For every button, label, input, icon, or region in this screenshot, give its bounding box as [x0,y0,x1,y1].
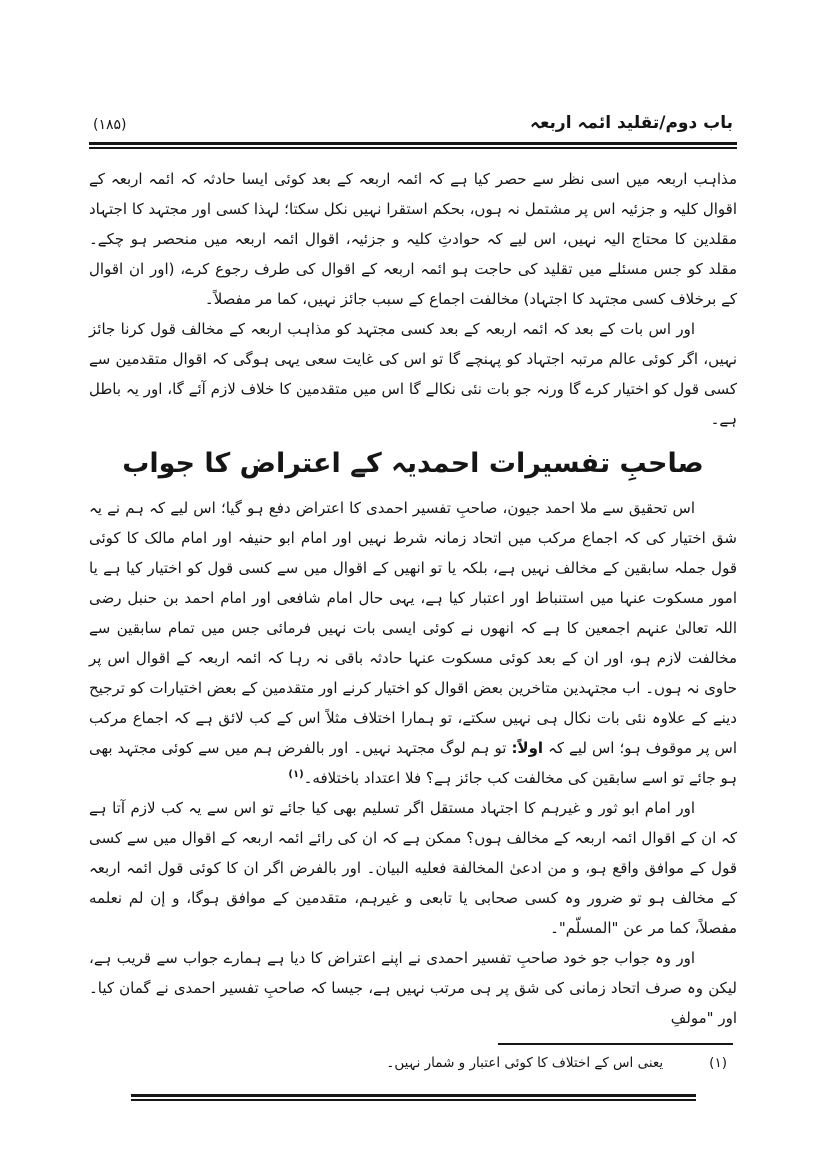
chapter-title: باب دوم/تقلید ائمہ اربعہ [529,113,733,133]
footnote-text: یعنی اس کے اختلاف کا کوئی اعتبار و شمار نہیں۔ [386,1054,664,1071]
footnote-marker: (۱) [709,1054,727,1071]
paragraph-4: اور امام ابو ثور و غیرہم کا اجتہاد مستقل اگر تسلیم بھی کیا جائے تو اس سے یہ کب لازم آتا ہے کہ ان کے اقوال ائمہ اربعہ کے مخالف ہوں؟ ممکن ہے کہ ان کی رائے ائمہ اربعہ کے اقوال میں سے کسی قول کے موافق واقع ہو، و من ادعىٰ المخالفة فعليه البيان۔ اور بالفرض اگر ان کا کوئی قول ائمہ اربعہ کے مخالف ہو تو ضرور وہ کسی صحابی یا تابعی و غیرہم، متقدمین کے موافق ہوگا، و إن لم نعلمه مفصلاً، كما مر عن "المسلّم"۔ [89,798,737,937]
paragraph-3-text-after: تو ہم لوگ مجتہد نہیں۔ اور بالفرض ہم میں سے کوئی مجتہد بھی ہو جائے تو اسے سابقین کی مخالفت کب جائز ہے؟ فلا اعتداد باختلافه۔ [89,738,737,787]
footer-rule [131,1094,696,1101]
section-heading: صاحبِ تفسیرات احمدیہ کے اعتراض کا جواب [122,448,704,479]
paragraph-2: اور اس بات کے بعد کہ ائمہ اربعہ کے بعد کسی مجتہد کو مذاہب اربعہ کے مخالف قول کرنا جائز نہیں، اگر کوئی عالم مرتبہ اجتہاد کو پہنچے گا تو اس کی غایت سعی یہی ہوگی کہ اقوال متقدمین سے کسی قول کو اختیار کرے گا ورنہ جو بات نئی نکالے گا اس میں متقدمین کا خلاف لازم آئے گا، اور یہ باطل ہے۔ [89,320,737,428]
body-text [89,149,737,1033]
book-page [89,0,737,1101]
footnote [89,1043,737,1089]
paragraph-3-text: اس تحقیق سے ملا احمد جیون، صاحبِ تفسیر احمدی کا اعتراض دفع ہو گیا؛ اس لیے کہ ہم نے یہ شق اختیار کی کہ اجماع مرکب میں اتحاد زمانہ شرط نہیں اور امام ابو حنیفہ اور امام مالک کا کوئی قول جملہ سابقین کے مخالف نہیں ہے، بلکہ یا تو انھیں کے اقوال میں سے کسی قول کو اختیار کیا ہے یا امور مسکوت عنہا میں استنباط اور اعتبار کیا ہے، یہی حال امام شافعی اور امام احمد بن حنبل رضی اللہ تعالیٰ عنہم اجمعین کا ہے کہ انھوں نے کوئی ایسی بات نہیں فرمائی جس میں تمام سابقین سے مخالفت لازم ہو، اور ان کے بعد کوئی مسکوت عنہا حادثہ باقی نہ رہا کہ ائمہ اربعہ کے اقوال اس پر حاوی نہ ہوں۔ اب مجتہدین متاخرین بعض اقوال کو اختیار کرنے اور متقدمین کے بعض اختیارات کو ترجیح دینے کے علاوہ نئی بات نکال ہی نہیں سکتے، تو ہمارا اختلاف مثلاً اس کے کب لائق ہے کہ اجماع مرکب اس پر موقوف ہو؛ اس لیے کہ [89,498,737,757]
header-rule [89,142,737,149]
page-number: (۱۸۵) [93,117,127,133]
paragraph-3 [89,493,737,793]
paragraph-3-bold-word: اولاً: [511,738,544,757]
paragraph-1: مذاہب اربعہ میں اسی نظر سے حصر کیا ہے کہ ائمہ اربعہ کے بعد کوئی ایسا حادثہ کہ ائمہ اربعہ کے اقوال کلیہ و جزئیہ اس پر مشتمل نہ ہوں، بحکم استقرا نہیں نکل سکتا؛ لہذا کسی اور مجتہد کا اجتہاد مقلدین کا محتاج الیہ نہیں، اس لیے کہ حوادثِ کلیہ و جزئیہ، اقوال ائمہ اربعہ میں منحصر ہو چکے۔ مقلد کو جس مسئلے میں تقلید کی حاجت ہو ائمہ اربعہ کے اقوال کی طرف رجوع کرے، (اور ان اقوال کے برخلاف کسی مجتہد کا اجتہاد) مخالفت اجماع کے سبب جائز نہیں، کما مر مفصلاً۔ [89,170,737,308]
footnote-row [89,1045,737,1089]
page-header [89,112,737,142]
footnote-reference: (۱) [288,768,304,780]
paragraph-5: اور وہ جواب جو خود صاحبِ تفسیر احمدی نے اپنے اعتراض کا دیا ہے ہمارے جواب سے قریب ہے، لیکن وہ صرف اتحاد زمانی کی شق پر ہی مرتب نہیں ہے، جیسا کہ صاحبِ تفسیر احمدی نے گمان کیا۔ اور "مولفِ [89,948,737,1027]
